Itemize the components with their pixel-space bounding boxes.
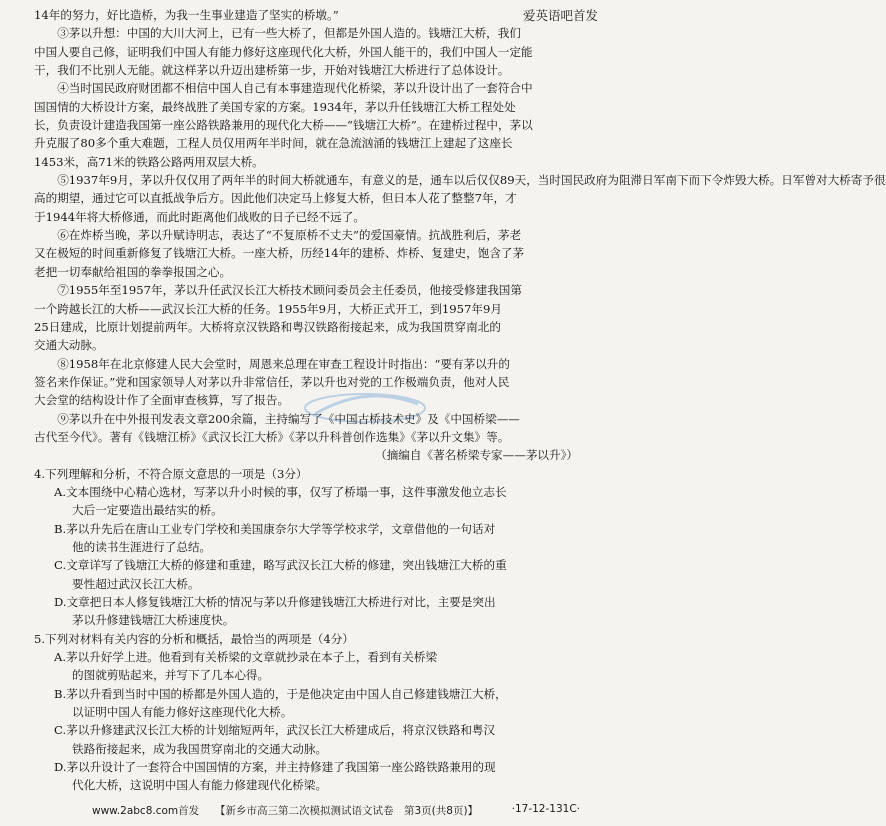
paragraph-line: ⑦1955年至1957年，茅以升任武汉长江大桥技术顾问委员会主任委员，他接受修建我国第: [57, 283, 522, 298]
paragraph-line: 干，我们不比别人无能。就这样茅以升迈出建桥第一步，开始对钱塘江大桥进行了总体设计。: [34, 63, 510, 78]
page-footer: [0, 803, 620, 821]
source-citation: （摘编自《著名桥梁专家——茅以升》）: [375, 448, 578, 463]
paragraph-line: ⑧1958年在北京修建人民大会堂时，周恩来总理在审查工程设计时指出：“要有茅以升的: [57, 356, 510, 371]
option-line: C.茅以升修建武汉长江大桥的计划缩短两年，武汉长江大桥建成后，将京汉铁路和粤汉: [54, 723, 496, 738]
option-line: 铁路衔接起来，成为我国贯穿南北的交通大动脉。: [72, 741, 328, 756]
paragraph-line: 古代至今代》。著有《钱塘江桥》《武汉长江大桥》《茅以升科普创作选集》《茅以升文集》等。: [34, 429, 510, 444]
option-line: 代化大桥，这说明中国人有能力修建现代化桥梁。: [72, 778, 328, 793]
option-line: 以证明中国人有能力修好这座现代化大桥。: [72, 705, 293, 720]
option-line: A.茅以升好学上进。他看到有关桥梁的文章就抄录在本子上，看到有关桥梁: [54, 650, 438, 665]
paragraph-line: 交通大动脉。: [34, 338, 104, 353]
paragraph-line: 又在极短的时间重新修复了钱塘江大桥。一座大桥，历经14年的建桥、炸桥、复建史，饱含了茅: [34, 246, 525, 261]
paragraph-line: 升克服了80多个重大难题，工程人员仅用两年半时间，就在急流汹涌的钱塘江上建起了这座长: [34, 136, 513, 151]
question-stem: 4.下列理解和分析，不符合原文意思的一项是（3分）: [34, 466, 308, 481]
paragraph-line: 国国情的大桥设计方案，最终战胜了美国专家的方案。1934年，茅以升任钱塘江大桥工程处处: [34, 99, 516, 114]
paragraph-line: ③茅以升想：中国的大川大河上，已有一些大桥了，但都是外国人造的。钱塘江大桥，我们: [57, 26, 521, 41]
footer-info: 【新乡市高三第二次模拟测试语文试卷 第3页(共8页)】: [215, 805, 479, 817]
option-line: D.茅以升设计了一套符合中国国情的方案，并主持修建了我国第一座公路铁路兼用的现: [54, 760, 496, 775]
paragraph-line: 老把一切奉献给祖国的拳拳报国之心。: [34, 264, 232, 279]
question-stem: 5.下列对材料有关内容的分析和概括，最恰当的两项是（4分）: [34, 631, 354, 646]
article-body: [34, 6, 886, 795]
paragraph-line: 中国人要自己修，证明我们中国人有能力修好这座现代化大桥，外国人能干的，我们中国人一定能: [34, 44, 533, 59]
option-line: 他的读书生涯进行了总结。: [72, 539, 212, 554]
paragraph-line: 一个跨越长江的大桥——武汉长江大桥的任务。1955年9月，大桥正式开工，到1957年9月: [34, 301, 502, 316]
option-line: C.文章详写了钱塘江大桥的修建和重建，略写武汉长江大桥的修建，突出钱塘江大桥的重: [54, 558, 507, 573]
option-line: 茅以升修建钱塘江大桥速度快。: [72, 613, 235, 628]
option-line: 的图就剪贴起来，并写下了几本心得。: [72, 668, 270, 683]
paragraph-line: ⑨茅以升在中外报刊发表文章200余篇，主持编写了《中国古桥技术史》及《中国桥梁——: [57, 411, 520, 426]
paragraph-line: 25日建成，比原计划提前两年。大桥将京汉铁路和粤汉铁路衔接起来，成为我国贯穿南北的: [34, 319, 501, 334]
paragraph-line: ⑥在炸桥当晚，茅以升赋诗明志，表达了“不复原桥不丈夫”的爱国豪情。抗战胜利后，茅老: [57, 228, 522, 243]
footer-site: www.2abc8.com首发: [92, 805, 200, 817]
paragraph-line: ④当时国民政府财团都不相信中国人自己有本事建造现代化桥梁，茅以升设计出了一套符合中: [57, 81, 533, 96]
option-line: 大后一定要造出最结实的桥。: [72, 503, 223, 518]
footer-code: ·17-12-131C·: [511, 803, 580, 815]
paragraph-line: 于1944年将大桥修通，而此时距离他们战败的日子已经不远了。: [34, 209, 365, 224]
paragraph-line: 大会堂的结构设计作了全面审查核算，写了报告。: [34, 393, 290, 408]
paragraph-line: 14年的努力，好比造桥，为我一生事业建造了坚实的桥墩。”: [34, 8, 339, 22]
paragraph-line: 长，负责设计建造我国第一座公路铁路兼用的现代化大桥——“钱塘江大桥”。在建桥过程中，茅以: [34, 118, 533, 133]
option-line: 要性超过武汉长江大桥。: [72, 576, 200, 591]
paragraph-line: ⑤1937年9月，茅以升仅仅用了两年半的时间大桥就通车，有意义的是，通车以后仅仅89天，当时国民政府为阻滞日军南下而下令炸毁大桥。日军曾对大桥寄予很: [57, 173, 886, 188]
paragraph-line: 高的期望，通过它可以直抵战争后方。因此他们决定马上修复大桥，但日本人花了整整7年，才: [34, 191, 517, 206]
paragraph-line: 1453米，高71米的铁路公路两用双层大桥。: [34, 154, 264, 169]
option-line: B.茅以升看到当时中国的桥都是外国人造的，于是他决定由中国人自己修建钱塘江大桥，: [54, 686, 507, 701]
watermark-top-right: 爱英语吧首发: [522, 8, 598, 23]
paragraph-line: 签名来作保证。”党和国家领导人对茅以升非常信任，茅以升也对党的工作极端负责，他对人民: [34, 374, 510, 389]
option-line: B.茅以升先后在唐山工业专门学校和美国康奈尔大学等学校求学，文章借他的一句话对: [54, 521, 496, 536]
option-line: A.文本围绕中心精心选材，写茅以升小时候的事，仅写了桥塌一事，这件事激发他立志长: [54, 484, 507, 499]
option-line: D.文章把日本人修复钱塘江大桥的情况与茅以升修建钱塘江大桥进行对比，主要是突出: [54, 595, 496, 609]
